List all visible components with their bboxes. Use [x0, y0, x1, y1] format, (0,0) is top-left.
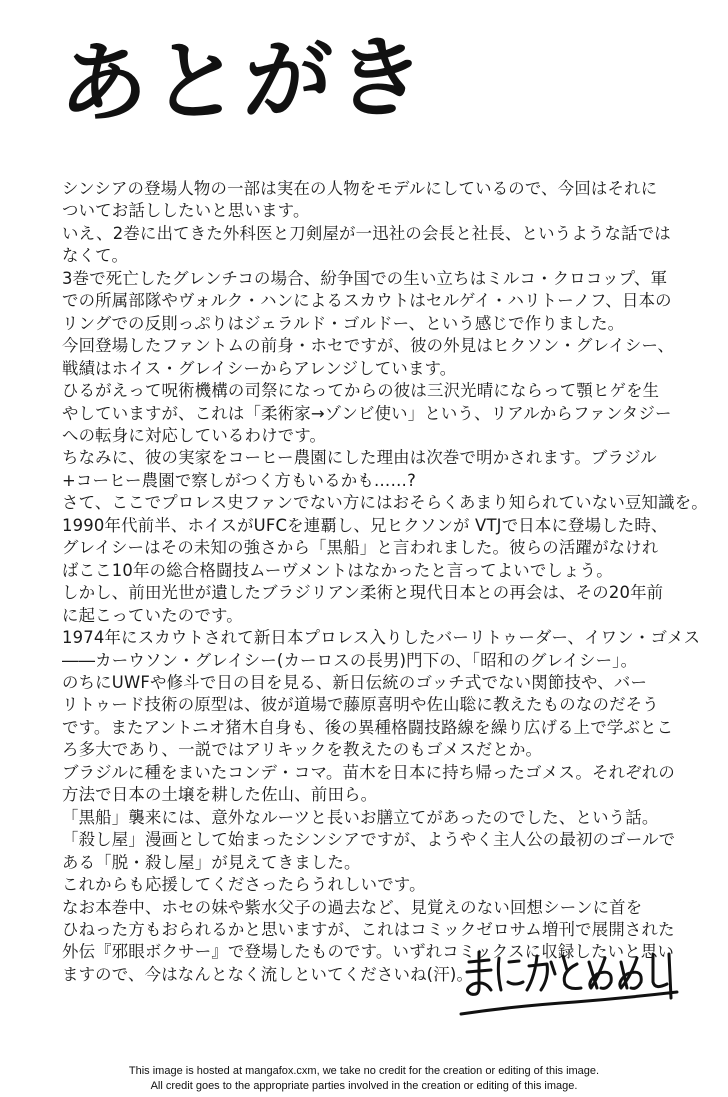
paragraph: 「殺し屋」漫画として始まったシンシアですが、ようやく主人公の最初のゴールで ある「脱・殺し屋」が見えてきました。: [62, 830, 676, 872]
paragraph: これからも応援してくださったらうれしいです。: [62, 875, 426, 895]
footer-line: All credit goes to the appropriate parties involved in the creation or editing of this image.: [150, 1080, 578, 1092]
afterword-title: あとがき: [57, 24, 431, 136]
paragraph: なお本巻中、ホセの妹や紫水父子の過去など、見覚えのない回想シーンに首を ひねった方もおられるかと思いますが、これはコミックゼロサム増刊で展開された 外伝『邪眼ボクサー』で登場したものです。いずれコミックスに収録したいと思い ますので、今はなんとなく流しといてくださいね(汗)。: [62, 897, 675, 984]
afterword-body: [62, 178, 712, 986]
paragraph: ブラジルに種をまいたコンデ・コマ。苗木を日本に持ち帰ったゴメス。それぞれの 方法で日本の土壌を耕した佐山、前田ら。: [62, 762, 675, 805]
footer-line: This image is hosted at mangafox.cxm, we take no credit for the creation or editing of this image.: [128, 1065, 600, 1077]
paragraph: シンシアの登場人物の一部は実在の人物をモデルにしているので、今回はそれに ついてお話ししたいと思います。: [62, 179, 658, 221]
paragraph: 1990年代前半、ホイスがUFCを連覇し、兄ヒクソンが VTJで日本に登場した時、 グレイシーはその未知の強さから「黒船」と言われました。彼らの活躍がなけれ ばここ10年の総合格闘技ムーヴメントはなかったと言ってよいでしょう。: [62, 515, 668, 580]
paragraph: 今回登場したファントムの前身・ホセですが、彼の外見はヒクソン・グレイシー、 戦績はホイス・グレイシーからアレンジしています。: [62, 336, 675, 378]
author-signature: [455, 948, 685, 1028]
paragraph: のちにUWFや修斗で日の目を見る、新日伝統のゴッチ式でない関節技や、バー リトゥード技術の原型は、彼が道場で藤原喜明や佐山聡に教えたものなのだそう です。またアントニオ猪木自身も、後の異種格闘技路線を繰り広げる上で学ぶとこ ろ多大であり、一説ではアリキックを教えたのもゴメスだとか。: [62, 672, 674, 760]
paragraph: 「黒船」襲来には、意外なルーツと長いお膳立てがあったのでした、という話。: [62, 807, 659, 827]
paragraph: ひるがえって呪術機構の司祭になってからの彼は三沢光晴にならって顎ヒゲを生 やしていますが、これは「柔術家→ゾンビ使い」という、リアルからファンタジー への転身に対応しているわけです。: [62, 381, 672, 445]
paragraph: 1974年にスカウトされて新日本プロレス入りしたバーリトゥーダー、イワン・ゴメス ――カーウソン・グレイシー(カーロスの長男)門下の、「昭和のグレイシー」。: [62, 628, 701, 670]
paragraph: ちなみに、彼の実家をコーヒー農園にした理由は次巻で明かされます。ブラジル +コーヒー農園で察しがつく方もいるかも……?: [62, 448, 657, 490]
hosting-credit-footer: [0, 1064, 728, 1094]
paragraph: さて、ここでプロレス史ファンでない方にはおそらくあまり知られていない豆知識を。: [62, 493, 708, 513]
paragraph: 3巻で死亡したグレンチコの場合、紛争国での生い立ちはミルコ・クロコップ、軍 での所属部隊やヴォルク・ハンによるスカウトはセルゲイ・ハリトーノフ、日本の リングでの反則っぷりはジェラルド・ゴルドー、という感じで作りました。: [62, 268, 672, 333]
paragraph: しかし、前田光世が遺したブラジリアン柔術と現代日本との再会は、その20年前 に起こっていたのです。: [62, 583, 664, 625]
paragraph: いえ、2巻に出てきた外科医と刀剣屋が一迅社の会長と社長、というような話では なくて。: [62, 223, 671, 266]
